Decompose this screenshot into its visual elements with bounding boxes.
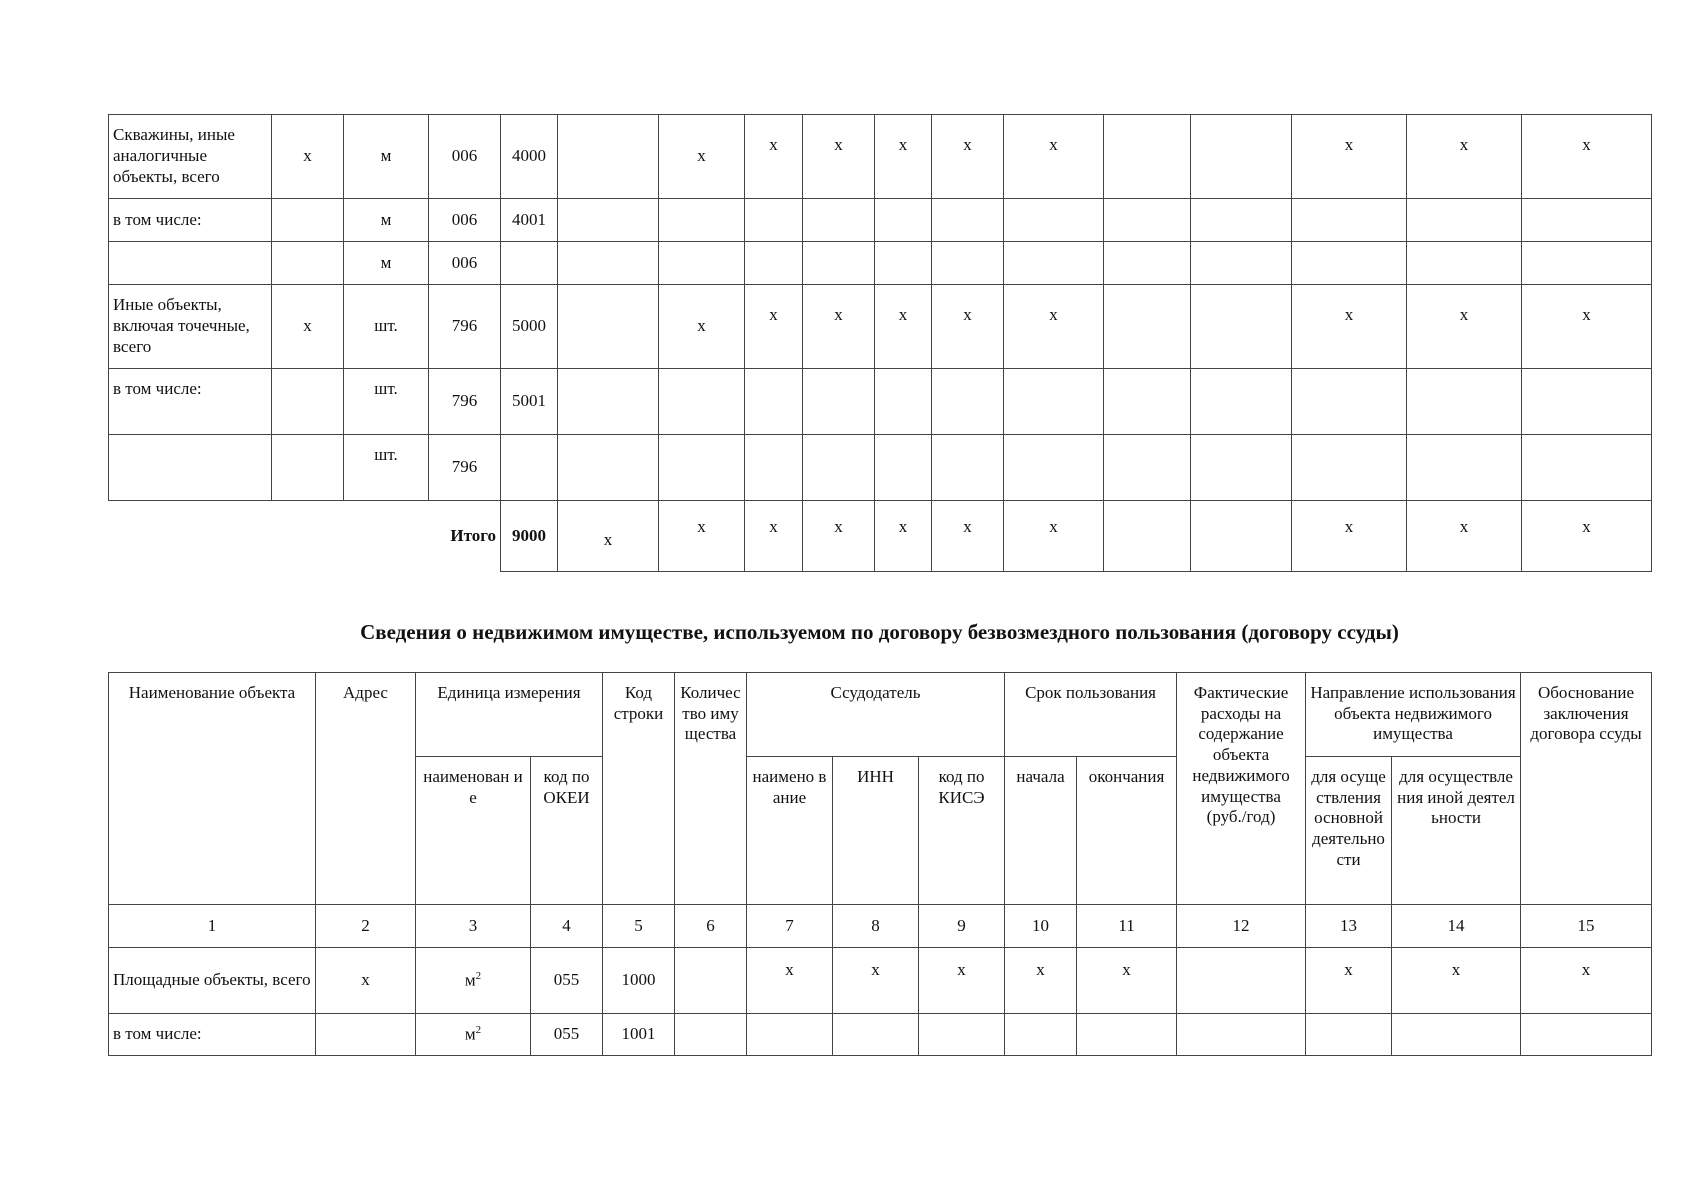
col-header-term-start: начала: [1005, 757, 1077, 905]
cell: [1522, 435, 1652, 501]
row-name: Скважины, иные аналогичные объекты, всего: [109, 115, 272, 199]
column-number: 15: [1521, 905, 1652, 948]
unit-cell: шт.: [344, 435, 429, 501]
cell: [558, 115, 659, 199]
table-row: [109, 948, 1652, 1014]
unit-text: м: [464, 970, 476, 990]
cell: [1191, 435, 1292, 501]
cell: х: [1306, 948, 1392, 1014]
cell: [1407, 242, 1522, 285]
cell: х: [745, 115, 803, 199]
table-row: [109, 199, 1652, 242]
cell: [919, 1014, 1005, 1056]
cell: [1104, 435, 1191, 501]
column-number: 12: [1177, 905, 1306, 948]
column-number-row: [109, 905, 1652, 948]
cell: х: [1004, 115, 1104, 199]
cell: [1077, 1014, 1177, 1056]
col-header-name: Наименование объекта: [109, 673, 316, 905]
cell: х: [659, 501, 745, 572]
column-number: 8: [833, 905, 919, 948]
cell: [1004, 369, 1104, 435]
code-cell: 5001: [501, 369, 558, 435]
cell: х: [803, 115, 875, 199]
col-header-usage-other: для осуществления иной деятельности: [1392, 757, 1521, 905]
cell: х: [272, 285, 344, 369]
cell: х: [1521, 948, 1652, 1014]
cell: [1407, 199, 1522, 242]
cell: х: [1522, 285, 1652, 369]
column-number: 2: [316, 905, 416, 948]
cell: х: [875, 115, 932, 199]
cell: х: [833, 948, 919, 1014]
unit-text: м: [464, 1024, 476, 1044]
cell: [1104, 242, 1191, 285]
cell: [659, 369, 745, 435]
cell: [1191, 115, 1292, 199]
table-row: [109, 369, 1652, 435]
cell: [1104, 115, 1191, 199]
cell: [745, 242, 803, 285]
col-header-expenses: Фактические расходы на содержание объекта недвижимого имущества (руб./год): [1177, 673, 1306, 905]
cell: [745, 435, 803, 501]
column-number: 4: [531, 905, 603, 948]
col-header-basis: Обоснование заключения договора ссуды: [1521, 673, 1652, 905]
okei-cell: 006: [429, 242, 501, 285]
unit-superscript: 2: [475, 969, 482, 982]
code-cell: [501, 242, 558, 285]
cell: [272, 242, 344, 285]
cell: х: [1004, 501, 1104, 572]
cell: [659, 199, 745, 242]
cell: [932, 199, 1004, 242]
cell: х: [659, 285, 745, 369]
total-label: Итого: [450, 525, 496, 545]
unit-cell: шт.: [344, 369, 429, 435]
row-name: в том числе:: [109, 1014, 316, 1056]
column-number: 3: [416, 905, 531, 948]
code-cell: 4000: [501, 115, 558, 199]
column-number: 13: [1306, 905, 1392, 948]
column-number: 1: [109, 905, 316, 948]
unit-cell: м: [344, 199, 429, 242]
cell: [1521, 1014, 1652, 1056]
cell: х: [1292, 115, 1407, 199]
cell: [1104, 285, 1191, 369]
cell: [1104, 501, 1191, 572]
table-row: [109, 435, 1652, 501]
cell: [272, 199, 344, 242]
cell: [1004, 435, 1104, 501]
column-number: 14: [1392, 905, 1521, 948]
property-loan-table: [108, 672, 1652, 1056]
cell: [558, 199, 659, 242]
cell: х: [875, 285, 932, 369]
cell: х: [1407, 115, 1522, 199]
row-name: [109, 242, 272, 285]
cell: [1004, 199, 1104, 242]
cell: [745, 369, 803, 435]
total-row: [109, 501, 1652, 572]
table-row: [109, 115, 1652, 199]
col-header-unit-name: наименован ие: [416, 757, 531, 905]
cell: х: [745, 285, 803, 369]
table-row: [109, 242, 1652, 285]
cell: [803, 369, 875, 435]
cell: [803, 199, 875, 242]
col-header-lender-group: Ссудодатель: [747, 673, 1005, 757]
cell: х: [932, 115, 1004, 199]
cell: [1191, 242, 1292, 285]
cell: [875, 242, 932, 285]
table-row: [109, 285, 1652, 369]
cell: [1005, 1014, 1077, 1056]
cell: [932, 435, 1004, 501]
cell: [1191, 501, 1292, 572]
total-code: 9000: [501, 501, 558, 572]
cell: [1292, 435, 1407, 501]
row-name: Иные объекты, включая точечные, всего: [109, 285, 272, 369]
cell: [1522, 199, 1652, 242]
cell: [1191, 369, 1292, 435]
cell: [875, 199, 932, 242]
row-name: в том числе:: [109, 199, 272, 242]
cell: [558, 242, 659, 285]
row-name: [109, 435, 272, 501]
column-number: 9: [919, 905, 1005, 948]
cell: [1522, 369, 1652, 435]
okei-cell: 006: [429, 199, 501, 242]
col-header-lender-name: наимено вание: [747, 757, 833, 905]
cell: [558, 435, 659, 501]
cell: х: [1392, 948, 1521, 1014]
cell: [272, 369, 344, 435]
qty-cell: [675, 948, 747, 1014]
column-number: 7: [747, 905, 833, 948]
col-header-code: Код строки: [603, 673, 675, 905]
cell: [558, 369, 659, 435]
cell: х: [932, 501, 1004, 572]
cell: [1407, 369, 1522, 435]
cell: х: [272, 115, 344, 199]
cell: х: [1292, 501, 1407, 572]
cell: х: [1522, 115, 1652, 199]
col-header-term-end: окончания: [1077, 757, 1177, 905]
cell: [1392, 1014, 1521, 1056]
cell: [272, 435, 344, 501]
cell: [932, 242, 1004, 285]
unit-cell: [416, 948, 531, 1014]
cell: х: [745, 501, 803, 572]
cell: [659, 435, 745, 501]
cell: х: [747, 948, 833, 1014]
header-row: [109, 673, 1652, 757]
column-number: 6: [675, 905, 747, 948]
cell: [875, 435, 932, 501]
col-header-unit-okei: код по ОКЕИ: [531, 757, 603, 905]
unit-superscript: 2: [475, 1023, 482, 1036]
col-header-lender-inn: ИНН: [833, 757, 919, 905]
cell: [659, 242, 745, 285]
code-cell: 4001: [501, 199, 558, 242]
row-name: в том числе:: [109, 369, 272, 435]
unit-cell: м: [344, 115, 429, 199]
cell: х: [1292, 285, 1407, 369]
unit-cell: м: [344, 242, 429, 285]
cell: х: [659, 115, 745, 199]
section-title: Сведения о недвижимом имуществе, используемом по договору безвозмездного пользования (договору ссуды): [360, 620, 1399, 644]
col-header-usage-main: для осуществления основной деятельности: [1306, 757, 1392, 905]
total-label-cell: [109, 501, 501, 572]
cell: х: [1077, 948, 1177, 1014]
cell: [1191, 199, 1292, 242]
col-header-lender-kise: код по КИСЭ: [919, 757, 1005, 905]
continuation-table: [108, 114, 1652, 572]
cell: х: [558, 501, 659, 572]
col-header-unit-group: Единица измерения: [416, 673, 603, 757]
cell: [675, 1014, 747, 1056]
cell: х: [1407, 285, 1522, 369]
cell: х: [932, 285, 1004, 369]
cell: х: [803, 501, 875, 572]
okei-cell: 796: [429, 369, 501, 435]
cell: х: [875, 501, 932, 572]
unit-cell: [416, 1014, 531, 1056]
cell: [803, 435, 875, 501]
cell: [747, 1014, 833, 1056]
cell: [1292, 369, 1407, 435]
cell: [833, 1014, 919, 1056]
cell: [1306, 1014, 1392, 1056]
okei-cell: 796: [429, 285, 501, 369]
table-row: [109, 1014, 1652, 1056]
cell: [1104, 369, 1191, 435]
cell: х: [803, 285, 875, 369]
code-cell: 1000: [603, 948, 675, 1014]
cell: [1177, 1014, 1306, 1056]
cell: [1177, 948, 1306, 1014]
col-header-address: Адрес: [316, 673, 416, 905]
unit-cell: шт.: [344, 285, 429, 369]
address-cell: х: [316, 948, 416, 1014]
cell: [803, 242, 875, 285]
cell: [1522, 242, 1652, 285]
okei-cell: 055: [531, 948, 603, 1014]
cell: [558, 285, 659, 369]
cell: [1191, 285, 1292, 369]
address-cell: [316, 1014, 416, 1056]
col-header-usage-group: Направление использования объекта недвижимого имущества: [1306, 673, 1521, 757]
row-name: Площадные объекты, всего: [109, 948, 316, 1014]
cell: х: [1522, 501, 1652, 572]
cell: х: [1005, 948, 1077, 1014]
code-cell: 1001: [603, 1014, 675, 1056]
cell: [1407, 435, 1522, 501]
col-header-qty: Количество имущества: [675, 673, 747, 905]
cell: [1104, 199, 1191, 242]
okei-cell: 796: [429, 435, 501, 501]
column-number: 11: [1077, 905, 1177, 948]
cell: [1004, 242, 1104, 285]
cell: х: [1407, 501, 1522, 572]
code-cell: 5000: [501, 285, 558, 369]
col-header-term-group: Срок пользования: [1005, 673, 1177, 757]
cell: [875, 369, 932, 435]
okei-cell: 055: [531, 1014, 603, 1056]
cell: х: [1004, 285, 1104, 369]
cell: х: [919, 948, 1005, 1014]
cell: [1292, 242, 1407, 285]
code-cell: [501, 435, 558, 501]
column-number: 10: [1005, 905, 1077, 948]
cell: [745, 199, 803, 242]
cell: [932, 369, 1004, 435]
okei-cell: 006: [429, 115, 501, 199]
column-number: 5: [603, 905, 675, 948]
cell: [1292, 199, 1407, 242]
